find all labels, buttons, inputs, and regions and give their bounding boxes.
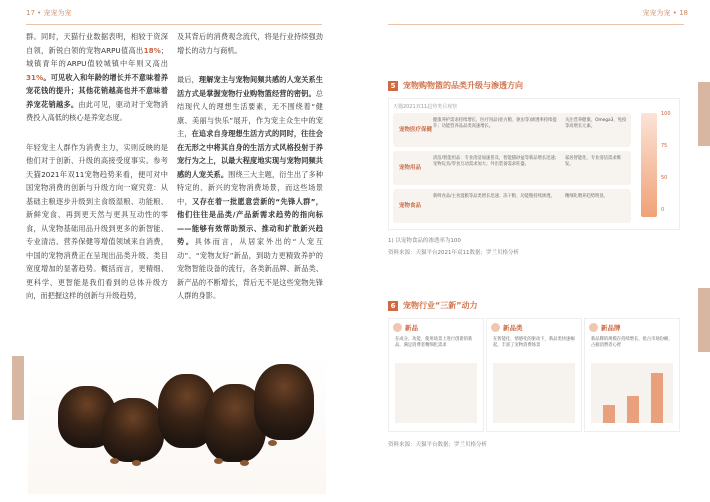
category-trend: 精细化喂养趋势明显。 <box>565 194 608 199</box>
category-name: 宠物用品 <box>399 165 422 171</box>
col1-paragraph-2: 年轻宠主人群作为消费主力，实则反映的是他们对于创新、升级的高接受度事实。参考天猫2021年双11宠物趋势来看，便可对中国宠物消费的创新与升级方向一窥究竟：从基础主粮逐步升级到主食级湿粮、功能粮、新鲜宠食、再到更天然与更具互动性的零食，从宠物基础用品升级到更多的新智能、专业清洁、营养保健等增值领域来自消费，中国的宠物消费正在呈现出品类升级、类目宽度增加的显著趋势。概括而言，更精细、更科学、更智能是我们看到的总体升级方向，而把握这样的创新与升级趋势， <box>26 142 168 300</box>
left-edge-tab <box>12 356 24 420</box>
category-text: 健康养护需求持续增长，医疗用品(处方粮、驱虫等)渗透率持续提升；功能营养品品类高速增长。 <box>433 118 557 129</box>
panel-caption: 天猫2021双11趋势类目观察 <box>393 104 458 110</box>
category-row <box>393 151 631 185</box>
text-column-2 <box>177 30 323 319</box>
category-row <box>393 113 631 147</box>
gauge-label: 100 <box>661 111 671 117</box>
section-1-title: 5 宠物购物篮的品类升级与渗透方向 <box>388 80 523 91</box>
section-1-source: 资料来源：天猫平台2021年双11数据；罗兰贝格分析 <box>388 250 519 256</box>
col1-paragraph-1: 群。同时，天猫行业数据表明，相较于资深自领，新锐白领的宠物ARPU值高出18%；城镇青年的ARPU值较城镇中年则又高出31%。可见收入和年龄的增长并不意味着养宠花钱的提升；其他花销越高也并不意味着养宠花销越多。由此可见，驱动对于宠物消费投入高低的核心是养宠态度。 <box>26 32 168 122</box>
gauge-label: 75 <box>661 143 668 149</box>
category-trend: 家居智能化、专业清洁需求爆发。 <box>565 156 621 167</box>
gauge-label: 0 <box>661 207 665 213</box>
category-name: 宠物食品 <box>399 203 422 209</box>
category-row <box>393 189 631 223</box>
card-new-product: 新品 在成分、功能、使用场景上进行创新的新品，满足消费者精细化需求 <box>388 318 484 432</box>
three-new-panel <box>388 318 678 432</box>
header-rule-right <box>388 24 684 25</box>
card-new-brand: 新品牌 新品牌的规模在持续增长，抢占市场份额，占据消费者心智 <box>584 318 680 432</box>
puppy-5 <box>254 364 314 440</box>
bar <box>603 405 615 423</box>
header-left: 17 • 宠宠为宠 <box>26 9 72 17</box>
section-2-number: 6 <box>388 301 398 311</box>
category-text: 清洁/智能用品：专业清洁加速普及，智能猫砂盆等新品增长迅速；宠物玩具/零食互动需求加大；外出装备需求旺盛。 <box>433 156 560 167</box>
puppy-2 <box>102 398 164 462</box>
paw <box>110 458 119 464</box>
gauge-label: 50 <box>661 175 668 181</box>
brand-bar-chart <box>591 363 673 423</box>
penetration-gauge <box>641 113 657 217</box>
category-name: 宠物医疗保健 <box>399 127 433 133</box>
paw <box>268 440 277 446</box>
bar <box>627 396 639 423</box>
header-right: 宠宠为宠 • 18 <box>642 9 688 17</box>
paw <box>240 460 249 466</box>
section-2-title: 6 宠物行业“三新”动力 <box>388 300 478 311</box>
bulb-icon <box>393 323 402 332</box>
header-rule-left <box>26 24 322 25</box>
section-1-number: 5 <box>388 81 398 91</box>
section-2-source: 资料来源：天猫平台数据；罗兰贝格分析 <box>388 442 488 448</box>
card-new-category: 新品类 在智能化、情感化的驱动下，新品类快速崛起，丰富了宠物消费场景 <box>486 318 582 432</box>
paw <box>214 458 223 464</box>
col2-paragraph-2: 最后，理解宠主与宠物间频共感的人宠关系生活方式是掌握宠物行业购物篮经营的密钥。总结现代人的理想生活要素，无不围绕着“健康、美丽与快乐”展开，作为宠主众生中的宠主，在追求自身理想生活方式的同时，往往会在无形之中将其自身的生活方式风格投射于养宠行为之上，以最大程度地实现与宠物同频共感的人宠关系。围绕三大主题，衍生出了多种特定的、新兴的宠物消费场景，而这些场景中，又存在着一批愿意尝新的“先锋人群”，他们往往是品类/产品新需求趋势的指向标——能够有效帮助预示、推动和扩散新兴趋势。具体而言，从居家外出的“人宠互动”、“宠物友好”新品，到助力更精致养护的宠物智能设备的流行，各类新品牌、新品类、新产品的不断增长，背后无不是这些宠物先锋人群的身影。 <box>177 75 323 300</box>
bar <box>651 373 663 423</box>
col2-paragraph-1: 及其背后的消费观念流代，将是行业持续强劲增长的动力与商机。 <box>177 32 323 55</box>
category-trend: 关注营养健康，Omega3、免疫等高增长元素。 <box>565 118 627 129</box>
category-image <box>493 363 575 423</box>
category-upgrade-panel <box>388 98 680 230</box>
grid-icon <box>491 323 500 332</box>
paw <box>132 460 141 466</box>
section-1-note: 1) 以宠物食品的渗透率为100 <box>388 238 461 244</box>
text-column-1 <box>26 30 168 319</box>
puppies-photo <box>28 354 326 494</box>
right-edge-tab-2 <box>698 288 710 352</box>
category-text: 新鲜食品/主食湿粮等品类增长迅速；冻干粮、功能粮持续渗透。 <box>433 194 555 199</box>
tag-icon <box>589 323 598 332</box>
right-edge-tab-1 <box>698 82 710 146</box>
product-image <box>395 363 477 423</box>
